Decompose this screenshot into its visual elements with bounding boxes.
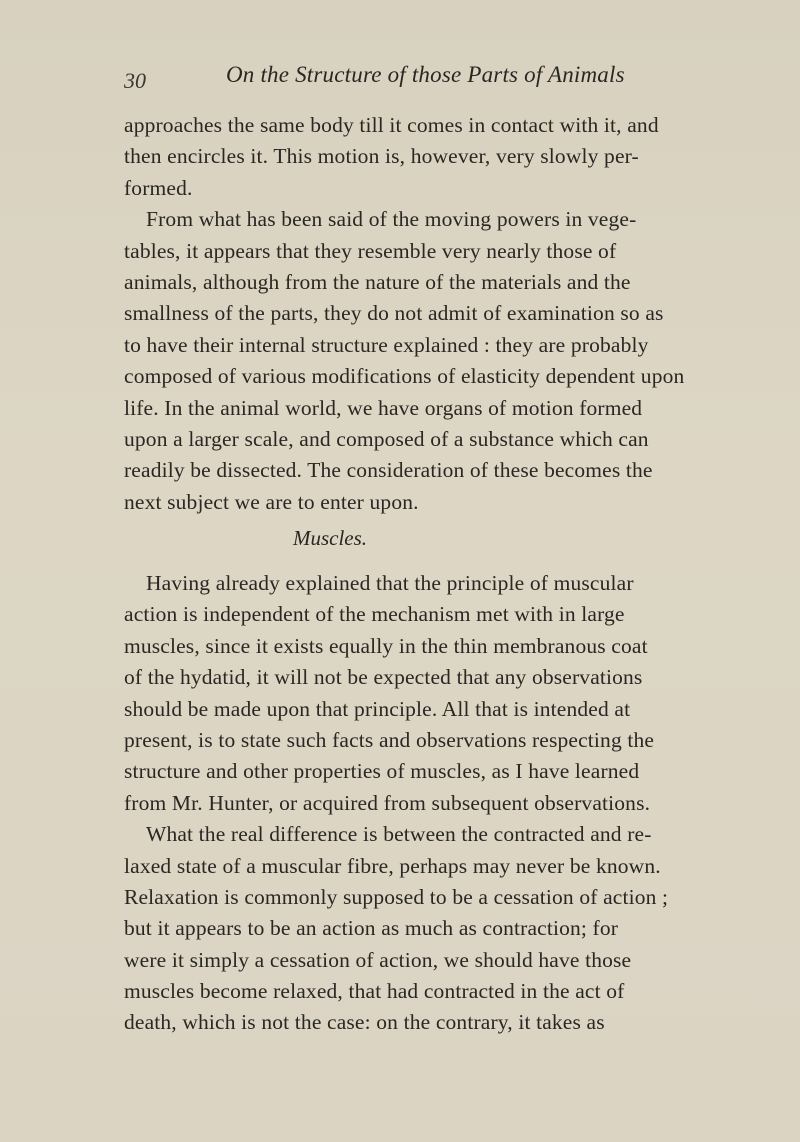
text-line: action is independent of the mechanism met with in large (124, 602, 625, 627)
text-line: structure and other properties of muscles, as I have learned (124, 759, 640, 784)
text-line: composed of various modifications of elasticity dependent upon (124, 364, 685, 389)
text-line: readily be dissected. The consideration of these becomes the (124, 458, 653, 483)
running-title: On the Structure of those Parts of Animals (226, 62, 625, 87)
text-line: then encircles it. This motion is, however, very slowly per- (124, 144, 639, 169)
page-number: 30 (124, 68, 146, 93)
text-line: Relaxation is commonly supposed to be a cessation of action ; (124, 884, 669, 909)
text-line: laxed state of a muscular fibre, perhaps may never be known. (124, 853, 661, 878)
text-line: present, is to state such facts and observations respecting the (124, 727, 655, 752)
text-line: muscles become relaxed, that had contracted in the act of (124, 979, 625, 1004)
running-head (124, 62, 724, 98)
text-line: upon a larger scale, and composed of a substance which can (124, 426, 649, 451)
text-line: of the hydatid, it will not be expected that any observations (124, 665, 643, 690)
text-line: animals, although from the nature of the materials and the (124, 269, 631, 294)
text-line: were it simply a cessation of action, we should have those (124, 947, 632, 972)
paragraph-block-2 (124, 568, 728, 1039)
text-line: formed. (124, 175, 193, 200)
text-line: death, which is not the case: on the contrary, it takes as (124, 1010, 605, 1035)
text-line: tables, it appears that they resemble very nearly those of (124, 238, 617, 263)
text-line: from Mr. Hunter, or acquired from subsequent observations. (124, 790, 651, 815)
text-line: should be made upon that principle. All that is intended at (124, 696, 631, 721)
text-line: Having already explained that the principle of muscular (146, 571, 634, 595)
text-line: smallness of the parts, they do not admit of examination so as (124, 301, 664, 326)
text-line: From what has been said of the moving powers in vege- (146, 207, 637, 232)
paragraph-block-1 (124, 110, 728, 518)
text-line: next subject we are to enter upon. (124, 489, 419, 514)
section-heading: Muscles. (292, 526, 368, 550)
text-line: muscles, since it exists equally in the thin membranous coat (124, 633, 648, 658)
text-line: to have their internal structure explained : they are probably (124, 332, 649, 357)
text-line: approaches the same body till it comes in contact with it, and (124, 113, 659, 137)
text-line: What the real difference is between the contracted and re- (146, 822, 652, 847)
text-line: but it appears to be an action as much as contraction; for (124, 916, 619, 941)
text-line: life. In the animal world, we have organs of motion formed (124, 395, 643, 420)
